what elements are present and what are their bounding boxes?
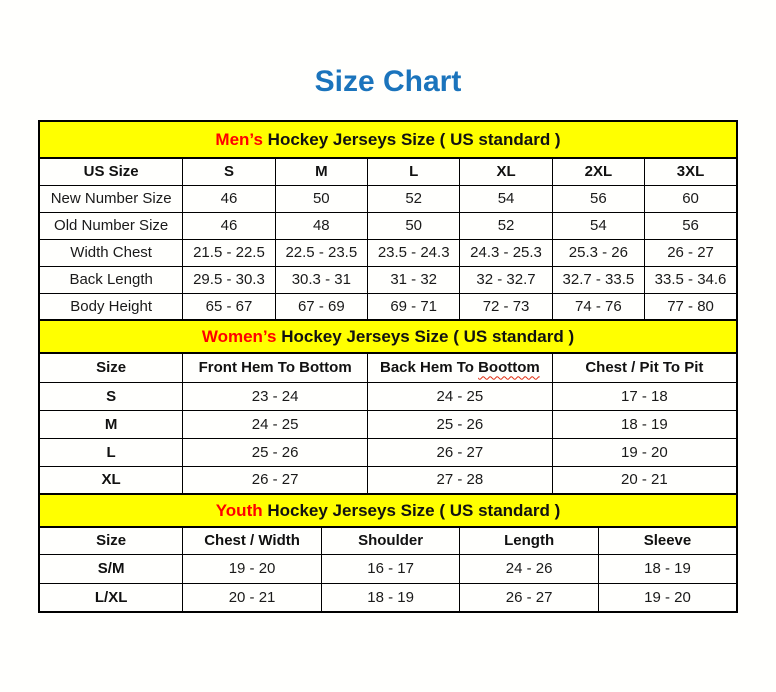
table-row: [39, 583, 737, 612]
col-header-3xl: 3XL: [645, 158, 737, 185]
womens-size-table: [38, 352, 738, 495]
value-cell: 65 - 67: [183, 293, 275, 320]
col-header-chest-pit: Chest / Pit To Pit: [552, 353, 737, 382]
row-label-cell: New Number Size: [39, 185, 183, 212]
value-cell: 20 - 21: [183, 583, 322, 612]
table-row: [39, 293, 737, 320]
table-row: [39, 212, 737, 239]
value-cell: 52: [460, 212, 552, 239]
row-label-cell: Width Chest: [39, 239, 183, 266]
mens-banner-text: Hockey Jerseys Size ( US standard ): [262, 129, 561, 149]
value-cell: 26 - 27: [183, 466, 368, 494]
value-cell: 26 - 27: [645, 239, 737, 266]
col-header-chest-width: Chest / Width: [183, 527, 322, 554]
col-header-xl: XL: [460, 158, 552, 185]
value-cell: 32.7 - 33.5: [552, 266, 644, 293]
table-row: [39, 554, 737, 583]
value-cell: 25 - 26: [183, 438, 368, 466]
col-header-s: S: [183, 158, 275, 185]
value-cell: 16 - 17: [321, 554, 460, 583]
value-cell: 27 - 28: [368, 466, 553, 494]
col-header-2xl: 2XL: [552, 158, 644, 185]
value-cell: 30.3 - 31: [275, 266, 367, 293]
value-cell: 77 - 80: [645, 293, 737, 320]
table-row: [39, 410, 737, 438]
value-cell: 26 - 27: [460, 583, 599, 612]
value-cell: 23.5 - 24.3: [368, 239, 460, 266]
value-cell: 67 - 69: [275, 293, 367, 320]
mens-size-table: [38, 157, 738, 321]
value-cell: 24 - 26: [460, 554, 599, 583]
table-row: [39, 438, 737, 466]
col-header-length: Length: [460, 527, 599, 554]
value-cell: 25.3 - 26: [552, 239, 644, 266]
mens-banner-prefix: Men’s: [215, 129, 263, 149]
value-cell: 19 - 20: [183, 554, 322, 583]
row-label-cell: L: [39, 438, 183, 466]
col-header-size: Size: [39, 527, 183, 554]
mens-section: [38, 120, 738, 321]
row-label-cell: XL: [39, 466, 183, 494]
table-row: [39, 239, 737, 266]
value-cell: 29.5 - 30.3: [183, 266, 275, 293]
col-header-front-hem: Front Hem To Bottom: [183, 353, 368, 382]
youth-section-banner: [38, 493, 738, 528]
value-cell: 18 - 19: [598, 554, 737, 583]
womens-banner-prefix: Women’s: [201, 326, 277, 346]
value-cell: 18 - 19: [321, 583, 460, 612]
youth-banner-prefix: Youth: [215, 500, 263, 520]
table-row: [39, 266, 737, 293]
value-cell: 50: [275, 185, 367, 212]
row-label-cell: Body Height: [39, 293, 183, 320]
youth-table-body: [39, 554, 737, 612]
value-cell: 56: [645, 212, 737, 239]
value-cell: 56: [552, 185, 644, 212]
value-cell: 52: [368, 185, 460, 212]
value-cell: 46: [183, 212, 275, 239]
mens-header-row: [39, 158, 737, 185]
value-cell: 20 - 21: [552, 466, 737, 494]
value-cell: 33.5 - 34.6: [645, 266, 737, 293]
value-cell: 19 - 20: [598, 583, 737, 612]
mens-section-banner: [38, 120, 738, 159]
value-cell: 19 - 20: [552, 438, 737, 466]
value-cell: 23 - 24: [183, 382, 368, 410]
value-cell: 69 - 71: [368, 293, 460, 320]
col-header-back-hem: [368, 353, 553, 382]
value-cell: 46: [183, 185, 275, 212]
row-label-cell: S: [39, 382, 183, 410]
value-cell: 21.5 - 22.5: [183, 239, 275, 266]
row-label-cell: Back Length: [39, 266, 183, 293]
youth-header-row: [39, 527, 737, 554]
mens-table-body: [39, 185, 737, 320]
value-cell: 17 - 18: [552, 382, 737, 410]
value-cell: 22.5 - 23.5: [275, 239, 367, 266]
value-cell: 54: [552, 212, 644, 239]
womens-header-row: [39, 353, 737, 382]
womens-section: [38, 319, 738, 495]
value-cell: 60: [645, 185, 737, 212]
value-cell: 24 - 25: [368, 382, 553, 410]
womens-table-body: [39, 382, 737, 494]
page-title: Size Chart: [314, 65, 462, 98]
value-cell: 25 - 26: [368, 410, 553, 438]
value-cell: 74 - 76: [552, 293, 644, 320]
value-cell: 72 - 73: [460, 293, 552, 320]
youth-section: [38, 493, 738, 613]
row-label-cell: S/M: [39, 554, 183, 583]
value-cell: 18 - 19: [552, 410, 737, 438]
value-cell: 26 - 27: [368, 438, 553, 466]
col-header-sleeve: Sleeve: [598, 527, 737, 554]
value-cell: 24 - 25: [183, 410, 368, 438]
back-hem-misspelled-word: Boottom: [478, 359, 540, 377]
col-header-size: Size: [39, 353, 183, 382]
col-header-m: M: [275, 158, 367, 185]
size-chart-tables: [38, 120, 738, 613]
col-header-l: L: [368, 158, 460, 185]
table-row: [39, 185, 737, 212]
row-label-cell: L/XL: [39, 583, 183, 612]
value-cell: 32 - 32.7: [460, 266, 552, 293]
value-cell: 48: [275, 212, 367, 239]
col-header-shoulder: Shoulder: [321, 527, 460, 554]
row-label-cell: Old Number Size: [39, 212, 183, 239]
womens-banner-text: Hockey Jerseys Size ( US standard ): [276, 326, 575, 346]
value-cell: 24.3 - 25.3: [460, 239, 552, 266]
row-label-cell: M: [39, 410, 183, 438]
col-header-us-size: US Size: [39, 158, 183, 185]
youth-banner-text: Hockey Jerseys Size ( US standard ): [262, 500, 561, 520]
table-row: [39, 466, 737, 494]
value-cell: 31 - 32: [368, 266, 460, 293]
value-cell: 50: [368, 212, 460, 239]
womens-section-banner: [38, 319, 738, 354]
value-cell: 54: [460, 185, 552, 212]
youth-size-table: [38, 526, 738, 613]
back-hem-label-start: Back Hem To: [380, 359, 479, 377]
table-row: [39, 382, 737, 410]
